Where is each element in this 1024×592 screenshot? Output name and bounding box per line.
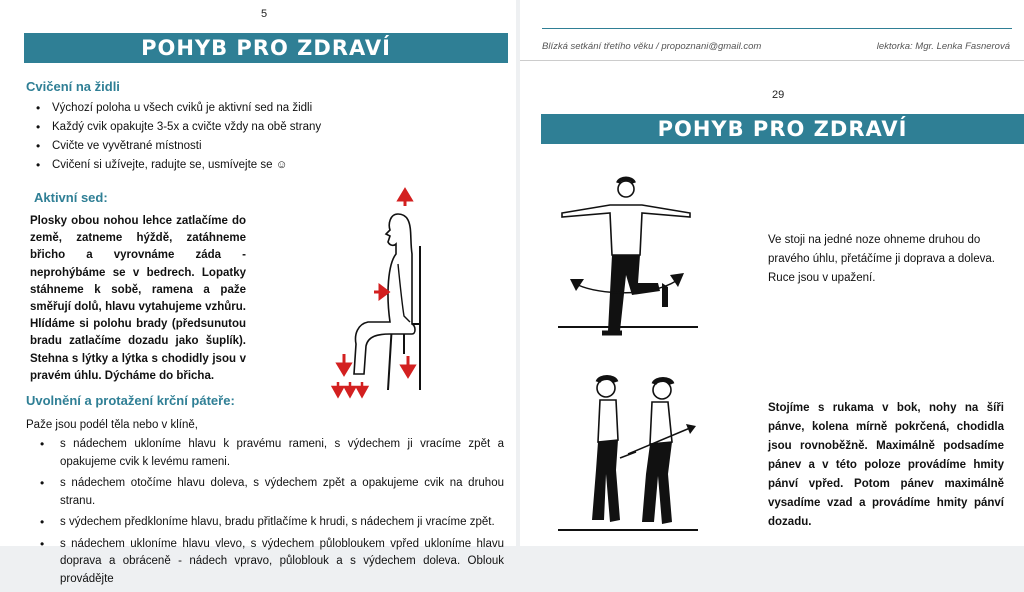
intro-bullet-list bbox=[34, 99, 494, 175]
neck-stretch-intro: Paže jsou podél těla nebo v klíně, bbox=[26, 419, 198, 431]
header-right-text: lektorka: Mgr. Lenka Fasnerová bbox=[876, 41, 1010, 52]
page-banner-title: POHYB PRO ZDRAVÍ bbox=[541, 114, 1024, 144]
seated-posture-illustration bbox=[328, 184, 432, 400]
left-page bbox=[0, 0, 516, 585]
list-item: • Výchozí poloha u všech cviků je aktivní sed na židli bbox=[34, 99, 494, 118]
exercise-1-description: Ve stoji na jedné noze ohneme druhou do pravého úhlu, přetáčíme ji doprava a doleva. Ruce jsou v upažení. bbox=[768, 234, 995, 284]
page-banner-title: POHYB PRO ZDRAVÍ bbox=[24, 33, 508, 63]
list-item: • s výdechem předkloníme hlavu, bradu přitlačíme k hrudi, s nádechem ji vracíme zpět. bbox=[40, 514, 504, 532]
section-heading-neck-stretch: Uvolnění a protažení krční páteře: bbox=[26, 393, 235, 408]
list-item: • Cvičení si užívejte, radujte se, usmívejte se ☺ bbox=[34, 156, 494, 175]
list-item: • Cvičte ve vyvětrané místnosti bbox=[34, 137, 494, 156]
section-heading-chair-exercise: Cvičení na židli bbox=[26, 79, 120, 94]
list-item: • s nádechem otočíme hlavu doleva, s výdechem zpět a opakujeme cvik na druhou stranu. bbox=[40, 475, 504, 510]
list-item: • s nádechem ukloníme hlavu k pravému rameni, s výdechem ji vracíme zpět a opakujeme cvik k levému rameni. bbox=[40, 436, 504, 471]
page-number: 29 bbox=[772, 89, 785, 101]
exercise-2-description: Stojíme s rukama v bok, nohy na šíři pánve, kolena mírně pokrčená, chodidla jsou rovnoběžně. Maximálně podsadíme pánev a v této poloze provádíme hmity pánví vpřed. Potom pánev maximálně vysadíme vzad a provádíme hmity pánví dozadu. bbox=[768, 402, 1004, 528]
right-page bbox=[520, 0, 1024, 546]
neck-exercise-list bbox=[40, 436, 504, 592]
list-item: • Každý cvik opakujte 3-5x a cvičte vždy na obě strany bbox=[34, 118, 494, 137]
section-heading-active-sitting: Aktivní sed: bbox=[34, 190, 108, 205]
header-divider bbox=[542, 28, 1012, 29]
list-item: • s nádechem ukloníme hlavu vlevo, s výdechem půlobloukem vpřed ukloníme hlavu doprava a obráceně - nádech vpravo, půloblouk a s výdechem doleva. Oblouk provádějte bbox=[40, 536, 504, 589]
page-number: 5 bbox=[261, 8, 268, 20]
header-left-text: Blízká setkání třetího věku / propoznani@gmail.com bbox=[542, 41, 762, 52]
one-leg-stance-illustration bbox=[550, 175, 702, 345]
pelvic-tilt-illustration bbox=[550, 370, 702, 536]
active-sitting-description: Plosky obou nohou lehce zatlačíme do země, zatneme hýždě, zatáhneme břicho a vyrovnáme záda - neprohýbáme se v bedrech. Lopatky stáhneme k sobě, ramena a paže směřují dolů, hlavu vytahujeme vzhůru. Hlídáme si polohu brady (předsunutou bradu zatlačíme dozadu jako šuplík). Stehna s lýtky a lýtka s chodidly jsou v pravém úhlu. Dýcháme do břicha. bbox=[30, 215, 246, 382]
header-bottom-rule bbox=[520, 60, 1024, 61]
